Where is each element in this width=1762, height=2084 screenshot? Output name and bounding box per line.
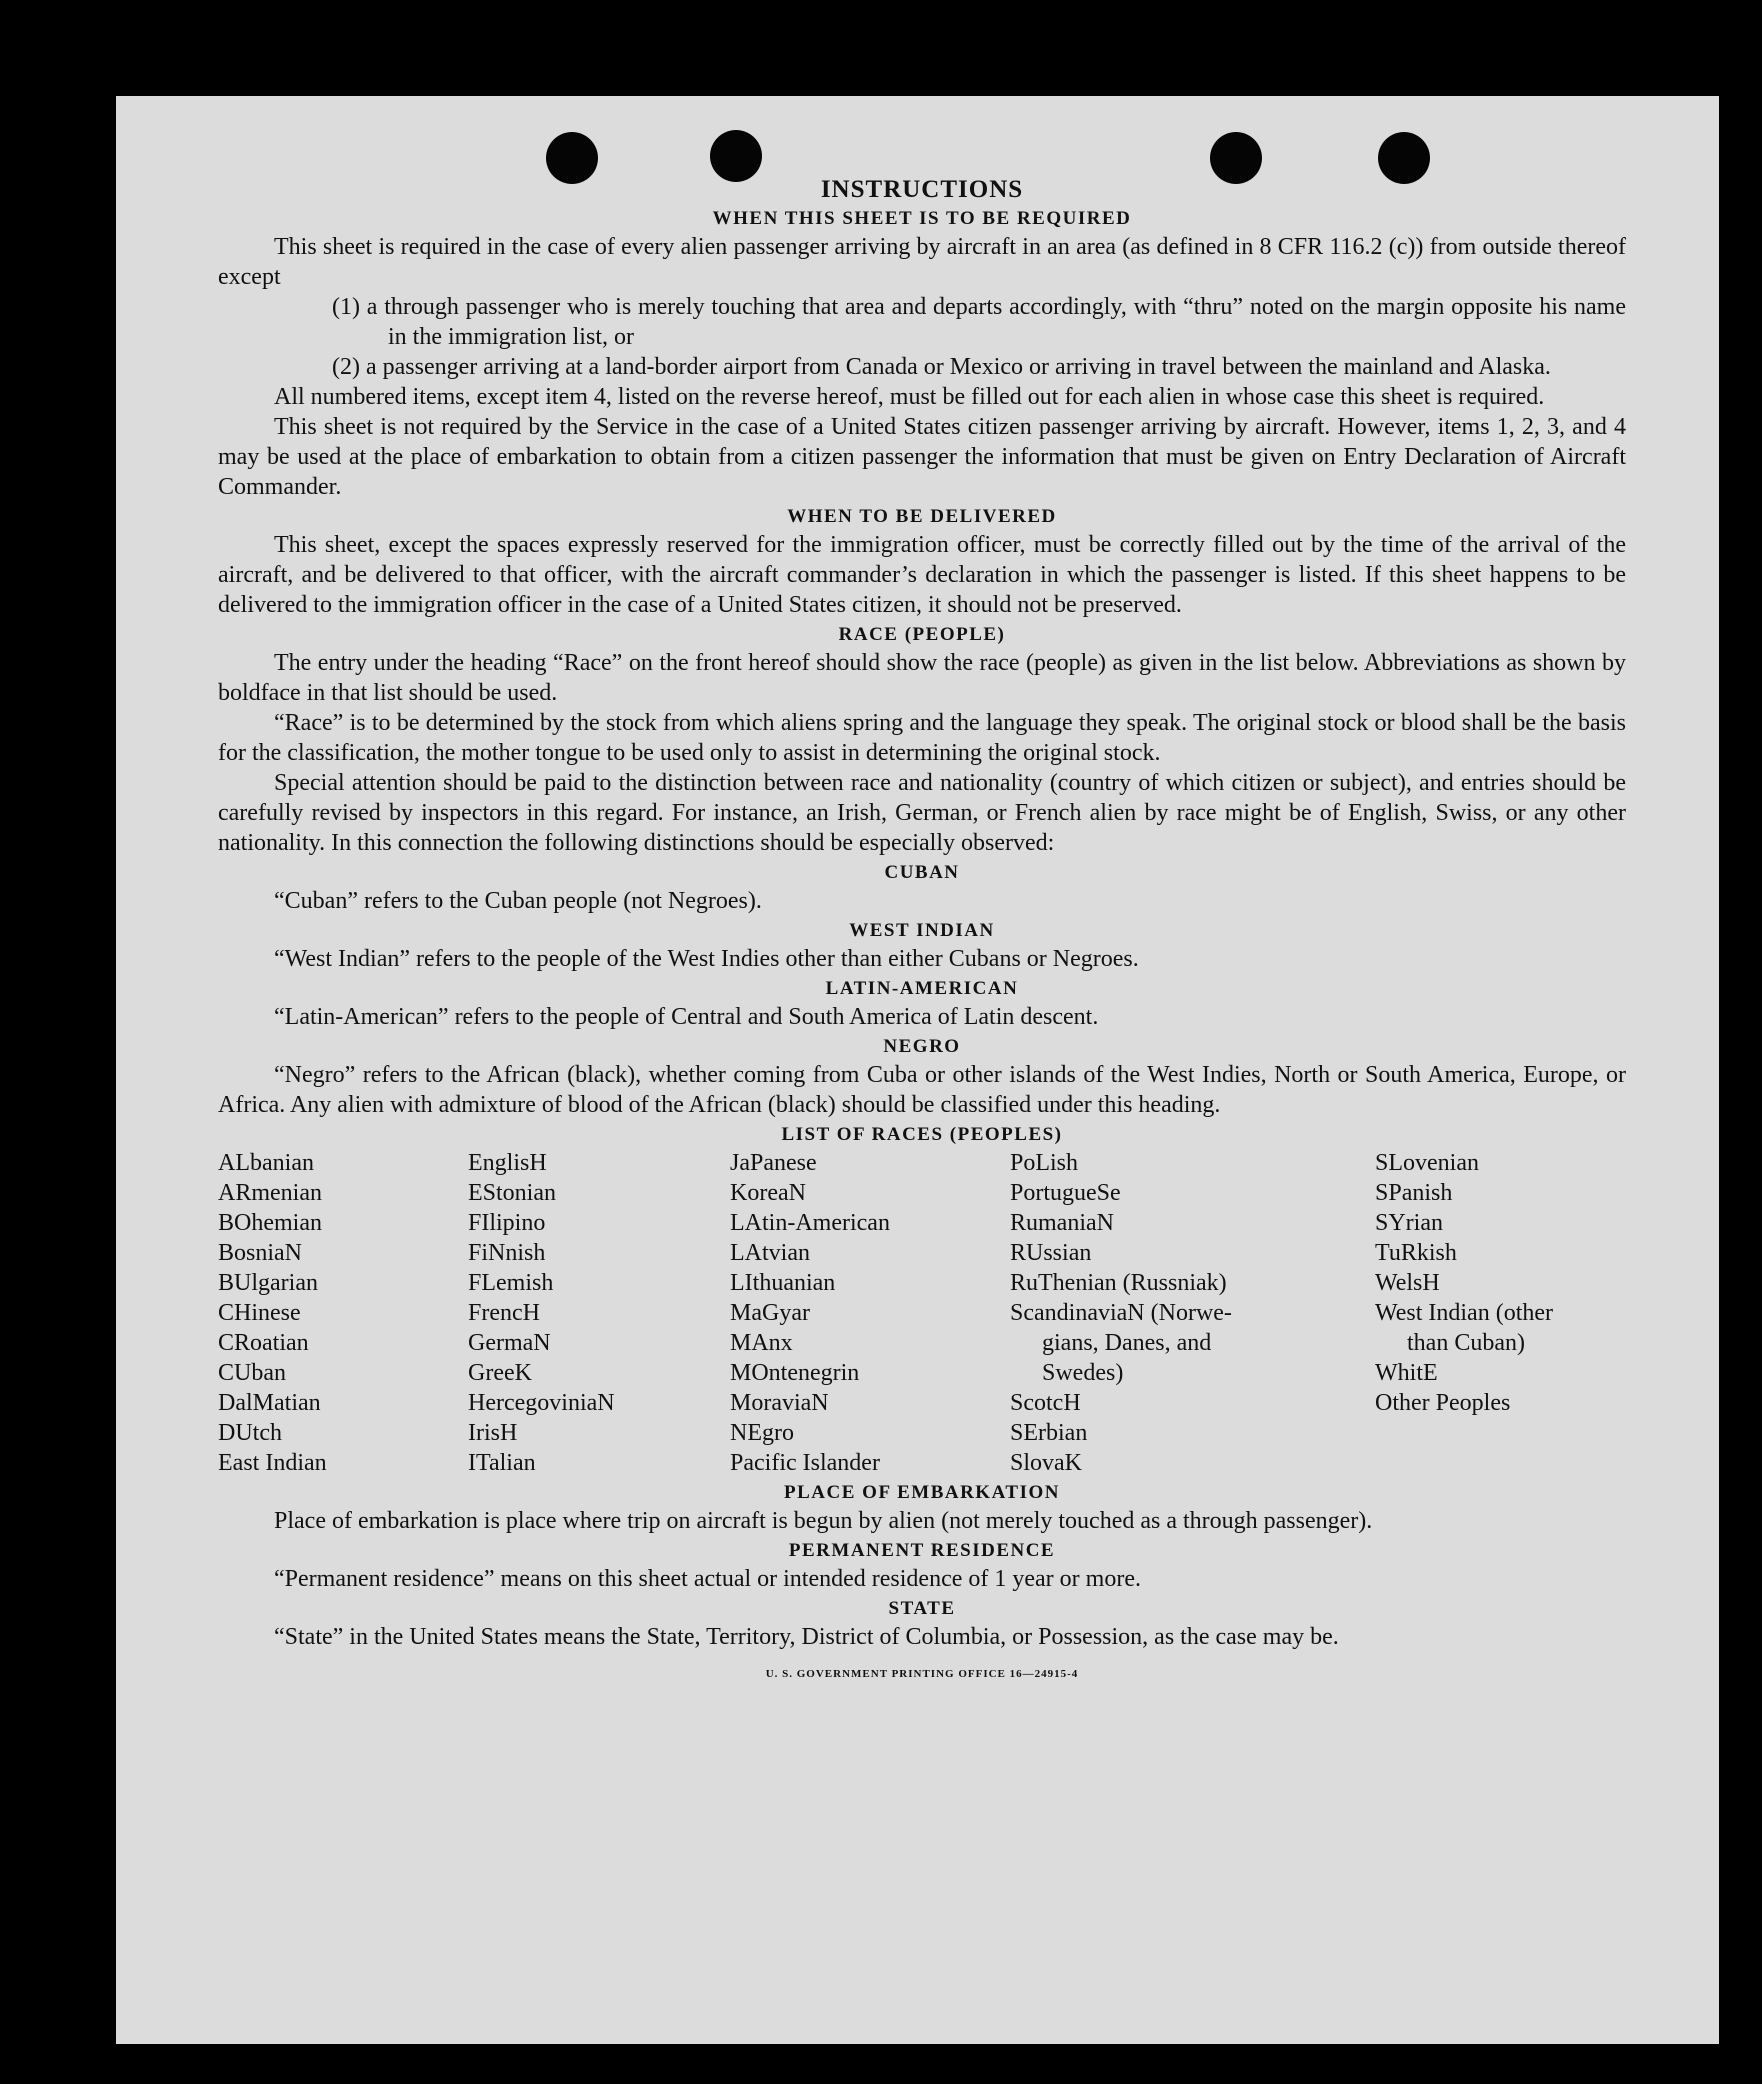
race-item-continued: than Cuban) (1407, 1330, 1525, 1356)
race-item: LAtvian (730, 1240, 810, 1266)
race-item: CHinese (218, 1300, 301, 1326)
race-item: MAnx (730, 1330, 793, 1356)
heading-cuban: CUBAN (884, 862, 960, 883)
races-column-5 (1375, 1148, 1625, 1478)
race-item: FLemish (468, 1270, 554, 1296)
paragraph-required-1: This sheet is required in the case of every alien passenger arriving by aircraft in an area (as defined in 8 CFR 116.2 (c)) from outside thereof except (218, 234, 1626, 290)
race-item: IrisH (468, 1420, 518, 1446)
race-item: CRoatian (218, 1330, 309, 1356)
heading-list-of-races: LIST OF RACES (PEOPLES) (781, 1124, 1063, 1145)
race-item: ALbanian (218, 1150, 314, 1176)
paragraph-required-3: This sheet is not required by the Service in the case of a United States citizen passenger arriving by aircraft. However, items 1, 2, 3, and 4 may be used at the place of embarkation to obtain from a citizen passenger the information that must be given on Entry Declaration of Aircraft Commander. (218, 414, 1626, 500)
paragraph-latin-american: “Latin-American” refers to the people of Central and South America of Latin descent. (274, 1004, 1099, 1030)
race-item: East Indian (218, 1450, 327, 1476)
page-title: INSTRUCTIONS (820, 176, 1024, 203)
paragraph-delivered: This sheet, except the spaces expressly reserved for the immigration officer, must be correctly filled out by the time of the arrival of the aircraft, and be delivered to that officer, with the aircraft commander’s declaration in which the passenger is listed. If this sheet happens to be delivered to the immigration officer in the case of a United States citizen, it should not be preserved. (218, 532, 1626, 618)
race-item: LAtin-American (730, 1210, 890, 1236)
race-item: FrencH (468, 1300, 540, 1326)
heading-negro: NEGRO (883, 1036, 961, 1057)
race-item: RUssian (1010, 1240, 1092, 1266)
list-item-1: (1) a through passenger who is merely touching that area and departs accordingly, with “thru” noted on the margin opposite his name in the immigration list, or (332, 294, 1626, 350)
heading-state: STATE (888, 1598, 956, 1619)
race-item: MaGyar (730, 1300, 810, 1326)
paragraph-cuban: “Cuban” refers to the Cuban people (not Negroes). (274, 888, 762, 914)
heading-west-indian: WEST INDIAN (849, 920, 995, 941)
race-item: TuRkish (1375, 1240, 1457, 1266)
heading-delivered: WHEN TO BE DELIVERED (787, 506, 1057, 527)
race-item: SLovenian (1375, 1150, 1479, 1176)
race-item: EStonian (468, 1180, 556, 1206)
race-item: FiNnish (468, 1240, 546, 1266)
race-item-continued: Swedes) (1042, 1360, 1124, 1386)
race-item: HercegoviniaN (468, 1390, 615, 1416)
race-item: WelsH (1375, 1270, 1440, 1296)
race-item: DalMatian (218, 1390, 321, 1416)
race-item: LIthuanian (730, 1270, 836, 1296)
race-item: Pacific Islander (730, 1450, 880, 1476)
heading-latin-american: LATIN-AMERICAN (825, 978, 1019, 999)
race-item: SYrian (1375, 1210, 1443, 1236)
race-item: PortugueSe (1010, 1180, 1121, 1206)
races-list (218, 1148, 1626, 1478)
race-item: BUlgarian (218, 1270, 318, 1296)
race-item: MoraviaN (730, 1390, 829, 1416)
document-sheet (116, 96, 1719, 2044)
heading-embarkation: PLACE OF EMBARKATION (784, 1482, 1060, 1503)
paragraph-state: “State” in the United States means the State, Territory, District of Columbia, or Possession, as the case may be. (274, 1624, 1339, 1650)
heading-permanent-residence: PERMANENT RESIDENCE (788, 1540, 1056, 1561)
instructions-content (218, 176, 1626, 1680)
list-item-2: (2) a passenger arriving at a land-border airport from Canada or Mexico or arriving in travel between the mainland and Alaska. (332, 354, 1551, 380)
paragraph-race-3: Special attention should be paid to the distinction between race and nationality (country of which citizen or subject), and entries should be carefully revised by inspectors in this regard. For instance, an Irish, German, or French alien by race might be of English, Swiss, or any other nationality. In this connection the following distinctions should be especially observed: (218, 770, 1626, 856)
heading-required: WHEN THIS SHEET IS TO BE REQUIRED (712, 208, 1132, 229)
races-column-4 (1010, 1148, 1375, 1478)
race-item: ScandinaviaN (Norwe- (1010, 1300, 1232, 1326)
races-column-3 (730, 1148, 1010, 1478)
race-item: PoLish (1010, 1150, 1079, 1176)
race-item: DUtch (218, 1420, 282, 1446)
race-item: FIlipino (468, 1210, 546, 1236)
race-item: ARmenian (218, 1180, 322, 1206)
race-item: SErbian (1010, 1420, 1088, 1446)
race-item: EnglisH (468, 1150, 547, 1176)
race-item: ITalian (468, 1450, 536, 1476)
race-item: KoreaN (730, 1180, 806, 1206)
race-item: Other Peoples (1375, 1390, 1511, 1416)
paragraph-permanent-residence: “Permanent residence” means on this sheet actual or intended residence of 1 year or more. (274, 1566, 1141, 1592)
race-item: ScotcH (1010, 1390, 1081, 1416)
races-column-2 (468, 1148, 730, 1478)
race-item: SPanish (1375, 1180, 1453, 1206)
punch-hole-2 (710, 130, 762, 182)
race-item: BOhemian (218, 1210, 322, 1236)
race-item: SlovaK (1010, 1450, 1082, 1476)
paragraph-race-1: The entry under the heading “Race” on the front hereof should show the race (people) as given in the list below. Abbreviations as shown by boldface in that list should be used. (218, 650, 1626, 706)
heading-race: RACE (PEOPLE) (838, 624, 1006, 645)
paragraph-embarkation: Place of embarkation is place where trip on aircraft is begun by alien (not merely touched as a through passenger). (274, 1508, 1373, 1534)
race-item: West Indian (other (1375, 1300, 1554, 1326)
paragraph-west-indian: “West Indian” refers to the people of the West Indies other than either Cubans or Negroes. (274, 946, 1139, 972)
race-item: GreeK (468, 1360, 532, 1386)
paragraph-negro: “Negro” refers to the African (black), whether coming from Cuba or other islands of the West Indies, North or South America, Europe, or Africa. Any alien with admixture of blood of the African (black) should be classified under this heading. (218, 1062, 1626, 1118)
race-item: CUban (218, 1360, 286, 1386)
race-item: RuThenian (Russniak) (1010, 1270, 1227, 1296)
paragraph-race-2: “Race” is to be determined by the stock from which aliens spring and the language they speak. The original stock or blood shall be the basis for the classification, the mother tongue to be used only to assist in determining the original stock. (218, 710, 1626, 766)
race-item: GermaN (468, 1330, 551, 1356)
race-item: WhitE (1375, 1360, 1438, 1386)
race-item: RumaniaN (1010, 1210, 1114, 1236)
race-item: MOntenegrin (730, 1360, 860, 1386)
race-item-continued: gians, Danes, and (1042, 1330, 1212, 1356)
races-column-1 (218, 1148, 468, 1478)
race-item: BosniaN (218, 1240, 302, 1266)
race-item: NEgro (730, 1420, 794, 1446)
race-item: JaPanese (730, 1150, 817, 1176)
paragraph-required-2: All numbered items, except item 4, listed on the reverse hereof, must be filled out for each alien in whose case this sheet is required. (274, 384, 1545, 410)
printing-office-footer: U. S. GOVERNMENT PRINTING OFFICE 16—24915-4 (765, 1668, 1079, 1680)
